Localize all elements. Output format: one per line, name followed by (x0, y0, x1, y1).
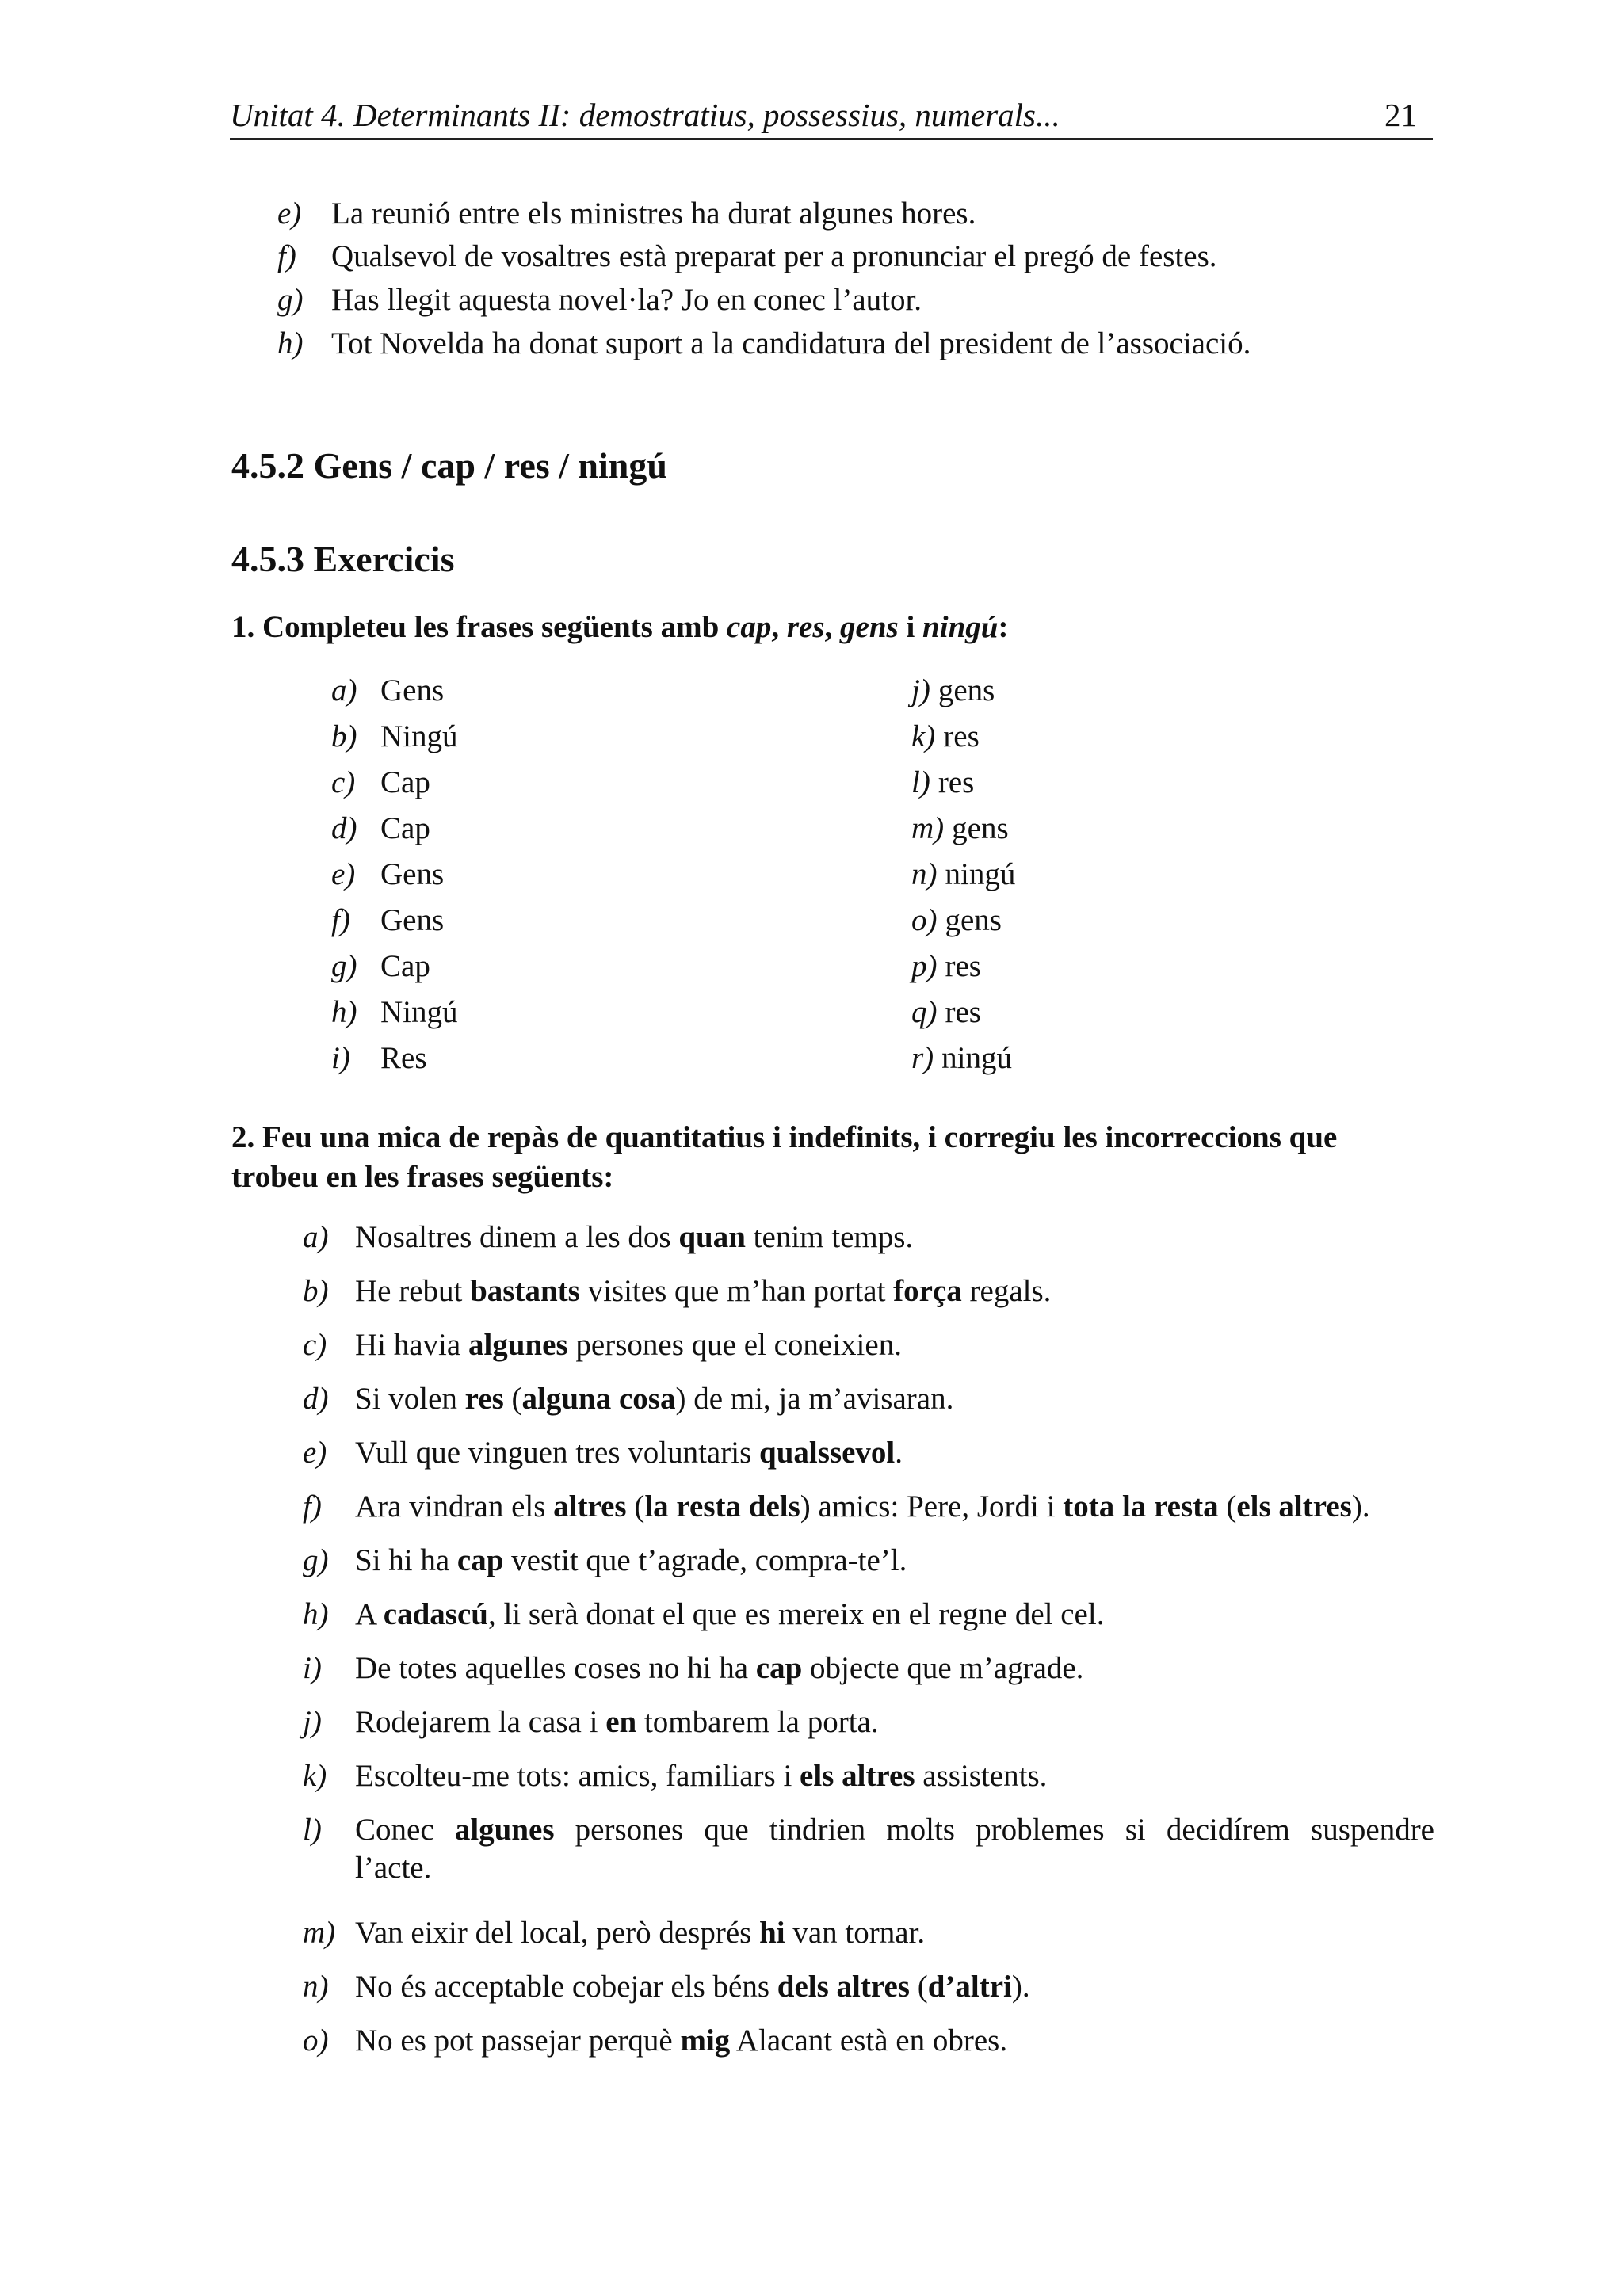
text-run: persones que tindrien molts problemes si decidírem suspendre (554, 1813, 1434, 1847)
item-label: d) (303, 1382, 329, 1416)
list-item (277, 195, 976, 233)
answer-item (331, 1039, 427, 1077)
item-label: o) (303, 2023, 329, 2058)
item-text (355, 1219, 1434, 1257)
item-label: f) (277, 239, 296, 273)
emphasized-word: en (605, 1705, 637, 1739)
text-run: Conec (355, 1813, 455, 1847)
item-label: g) (303, 1543, 329, 1577)
answer-label: p) (911, 949, 938, 983)
heading-word: ningú (922, 610, 999, 644)
item-text (355, 1434, 1434, 1472)
emphasized-word: algunes (468, 1328, 568, 1362)
answer-item (331, 810, 430, 848)
item-text (355, 1596, 1434, 1634)
header-title: Unitat 4. Determinants II: demostratius, possessius, numerals... (230, 97, 1060, 133)
emphasized-word: dels altres (777, 1970, 910, 2004)
heading-text: : (998, 610, 1009, 644)
emphasized-word: res (464, 1382, 504, 1416)
answer-text: gens (952, 811, 1009, 845)
heading-text: i (898, 610, 923, 644)
exercise-1-heading (231, 608, 1008, 646)
answer-item (331, 994, 458, 1032)
text-run: Nosaltres dinem a les dos (355, 1220, 679, 1254)
running-header (230, 92, 1433, 140)
list-item (277, 281, 922, 319)
answer-label: l) (911, 765, 930, 799)
answer-text: res (945, 995, 981, 1029)
emphasized-word: la resta dels (644, 1489, 800, 1524)
item-line (355, 1380, 1434, 1418)
answer-label: r) (911, 1041, 934, 1075)
section-heading-4-5-2: 4.5.2 Gens / cap / res / ningú (231, 445, 667, 486)
item-label: h) (303, 1597, 329, 1631)
item-text (355, 1757, 1434, 1795)
item-label: b) (303, 1274, 329, 1308)
answer-text: res (945, 949, 981, 983)
text-run: ) amics: Pere, Jordi i (800, 1489, 1064, 1524)
answer-label: g) (331, 949, 357, 983)
item-text: Qualsevol de vosaltres està preparat per a pronunciar el pregó de festes. (331, 239, 1217, 273)
text-run: assistents. (915, 1759, 1048, 1793)
item-line (355, 1542, 1434, 1580)
answer-text: Gens (380, 903, 445, 937)
emphasized-word: d’altri (927, 1970, 1012, 2004)
emphasized-word: els altres (1236, 1489, 1352, 1524)
item-text (355, 1272, 1434, 1310)
heading-word: cap (727, 610, 772, 644)
answer-item (331, 764, 430, 802)
item-label: e) (303, 1436, 327, 1470)
answer-text: Cap (380, 765, 430, 799)
heading-word: gens (840, 610, 899, 644)
text-run: ( (1218, 1489, 1237, 1524)
heading-word: res (786, 610, 825, 644)
text-run: visites que m’han portat (579, 1274, 894, 1308)
item-line: l’acte. (355, 1851, 432, 1885)
item-text (355, 2022, 1434, 2060)
answer-text: Ningú (380, 995, 458, 1029)
emphasized-word: mig (680, 2023, 731, 2058)
answer-item (911, 994, 981, 1032)
text-run: He rebut (355, 1274, 471, 1308)
exercise-2-heading-line-1: 2. Feu una mica de repàs de quantitatius i indefinits, i corregiu les incorreccions que (231, 1120, 1338, 1154)
text-run: ). (1351, 1489, 1370, 1524)
emphasized-word: algunes (454, 1813, 555, 1847)
answer-item (911, 948, 981, 986)
answer-label: m) (911, 811, 945, 845)
item-text: Tot Novelda ha donat suport a la candidatura del president de l’associació. (331, 326, 1251, 360)
item-line (355, 1757, 1434, 1795)
emphasized-word: bastants (470, 1274, 580, 1308)
item-label: k) (303, 1759, 327, 1793)
heading-text: 1. Completeu les frases següents amb (231, 610, 727, 644)
answer-text: gens (938, 673, 995, 707)
text-run: ) de mi, ja m’avisaran. (675, 1382, 954, 1416)
item-label: j) (303, 1705, 322, 1739)
answer-item (331, 856, 444, 894)
item-line (355, 1272, 1434, 1310)
heading-text: , (771, 610, 787, 644)
text-run: . (895, 1436, 903, 1470)
item-text (355, 1703, 1434, 1741)
answer-label: o) (911, 903, 938, 937)
item-line (355, 1703, 1434, 1741)
item-line (355, 1326, 1434, 1364)
answer-label: a) (331, 673, 357, 707)
answer-item (911, 764, 974, 802)
item-line (355, 1488, 1434, 1526)
answer-text: Ningú (380, 719, 458, 753)
item-line (355, 1434, 1434, 1472)
item-text: La reunió entre els ministres ha durat algunes hores. (331, 196, 976, 231)
text-run: tenim temps. (745, 1220, 914, 1254)
answer-label: h) (331, 995, 357, 1029)
emphasized-word: cap (755, 1651, 803, 1685)
answer-item (331, 672, 444, 710)
answer-label: n) (911, 857, 938, 891)
answer-item (911, 810, 1009, 848)
item-line (355, 1968, 1434, 2006)
answer-label: q) (911, 995, 938, 1029)
answer-label: d) (331, 811, 357, 845)
answer-text: gens (945, 903, 1002, 937)
item-label: e) (277, 196, 302, 231)
item-label: l) (303, 1813, 322, 1847)
item-line (355, 1219, 1434, 1257)
answer-item (911, 1039, 1012, 1077)
heading-text: , (824, 610, 841, 644)
answer-label: c) (331, 765, 356, 799)
item-line (355, 1596, 1434, 1634)
answer-label: f) (331, 903, 350, 937)
text-run: regals. (961, 1274, 1052, 1308)
text-run: Van eixir del local, però després (355, 1916, 760, 1950)
page-number: 21 (1384, 97, 1417, 133)
emphasized-word: cap (456, 1543, 504, 1577)
item-text (355, 1488, 1434, 1526)
section-heading-4-5-3: 4.5.3 Exercicis (231, 539, 455, 579)
answer-item (911, 672, 995, 710)
text-run: van tornar. (785, 1916, 926, 1950)
answer-item (331, 718, 458, 756)
item-line (355, 1650, 1434, 1688)
answer-text: ningú (941, 1041, 1013, 1075)
text-run: ( (909, 1970, 928, 2004)
emphasized-word: quan (678, 1220, 746, 1254)
item-line (355, 2022, 1434, 2060)
text-run: Hi havia (355, 1328, 468, 1362)
item-line (355, 1914, 1434, 1952)
emphasized-word: els altres (800, 1759, 915, 1793)
list-item (277, 238, 1217, 276)
text-run: Vull que vinguen tres voluntaris (355, 1436, 759, 1470)
emphasized-word: cadascú (383, 1597, 488, 1631)
text-run: Si hi ha (355, 1543, 457, 1577)
text-run: vestit que t’agrade, compra-te’l. (503, 1543, 907, 1577)
text-run: A (355, 1597, 384, 1631)
item-label: a) (303, 1220, 329, 1254)
answer-text: ningú (945, 857, 1016, 891)
item-label: g) (277, 283, 304, 317)
emphasized-word: altres (553, 1489, 627, 1524)
text-run: Alacant està en obres. (730, 2023, 1008, 2058)
item-text (355, 1650, 1434, 1688)
answer-item (331, 902, 444, 940)
text-run: ). (1011, 1970, 1030, 2004)
answer-text: Gens (380, 673, 445, 707)
emphasized-word: qualssevol (759, 1436, 896, 1470)
answer-label: i) (331, 1041, 350, 1075)
text-run: No es pot passejar perquè (355, 2023, 681, 2058)
text-run: De totes aquelles coses no hi ha (355, 1651, 756, 1685)
answer-item (331, 948, 430, 986)
item-text (355, 1914, 1434, 1952)
item-label: i) (303, 1651, 322, 1685)
answer-label: k) (911, 719, 936, 753)
answer-item (911, 902, 1002, 940)
emphasized-word: força (893, 1274, 962, 1308)
text-run: Ara vindran els (355, 1489, 554, 1524)
item-text (355, 1811, 1434, 1887)
text-run: Si volen (355, 1382, 465, 1416)
item-label: m) (303, 1916, 336, 1950)
text-run: Rodejarem la casa i (355, 1705, 606, 1739)
text-run: ( (626, 1489, 645, 1524)
answer-item (911, 856, 1015, 894)
text-run: tombarem la porta. (636, 1705, 879, 1739)
item-label: n) (303, 1970, 329, 2004)
text-run: , li serà donat el que es mereix en el regne del cel. (487, 1597, 1105, 1631)
emphasized-word: tota la resta (1063, 1489, 1219, 1524)
item-text (355, 1542, 1434, 1580)
answer-text: res (938, 765, 975, 799)
text-run: No és acceptable cobejar els béns (355, 1970, 777, 2004)
item-text (355, 1968, 1434, 2006)
answer-label: b) (331, 719, 357, 753)
answer-text: res (943, 719, 980, 753)
text-run: objecte que m’agrade. (802, 1651, 1084, 1685)
answer-label: j) (911, 673, 930, 707)
emphasized-word: alguna cosa (521, 1382, 676, 1416)
item-line (355, 1811, 1434, 1849)
item-label: f) (303, 1489, 322, 1524)
text-run: persones que el coneixien. (567, 1328, 902, 1362)
answer-text: Cap (380, 949, 430, 983)
answer-item (911, 718, 980, 756)
item-text (355, 1326, 1434, 1364)
item-label: h) (277, 326, 304, 360)
answer-text: Cap (380, 811, 430, 845)
answer-text: Res (380, 1041, 427, 1075)
emphasized-word: hi (759, 1916, 785, 1950)
answer-label: e) (331, 857, 356, 891)
item-label: c) (303, 1328, 327, 1362)
answer-text: Gens (380, 857, 445, 891)
list-item (277, 325, 1251, 363)
text-run: ( (503, 1382, 522, 1416)
item-text (355, 1380, 1434, 1418)
exercise-2-heading-line-2: trobeu en les frases següents: (231, 1160, 614, 1194)
text-run: Escolteu-me tots: amics, familiars i (355, 1759, 800, 1793)
item-text: Has llegit aquesta novel·la? Jo en conec l’autor. (331, 283, 922, 317)
